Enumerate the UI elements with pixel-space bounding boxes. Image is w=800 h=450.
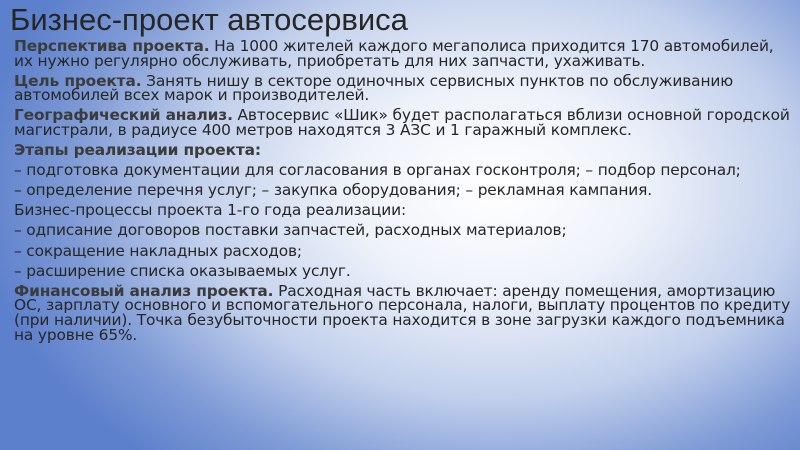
paragraph-geo-analysis [14, 108, 794, 137]
paragraph-heading: Перспектива проекта. [14, 37, 210, 55]
paragraph-process-contracts [14, 223, 794, 238]
paragraph-text: – сокращение накладных расходов; [14, 241, 302, 260]
slide-body [14, 39, 794, 342]
paragraph-heading: Цель проекта. [14, 71, 142, 90]
paragraph-goal [14, 71, 794, 105]
paragraph-text: – расширение списка оказываемых услуг. [14, 261, 351, 280]
paragraph-text: Автосервис «Шик» будет располагаться вблизи основной городской магистрали, в радиусе 400 метров находятся 3 АЗС и 1 гаражный комплекс. [14, 106, 790, 139]
paragraph-stages-heading [14, 143, 794, 158]
paragraph-text: Расходная часть включает: аренду помещения, амортизацию ОС, зарплату основного и вспомогательного персонала, налоги, выплату процентов по кредиту (при наличии). Точка безубыточности проекта находится в зоне загрузки каждого подъемника на уровне 65%. [14, 281, 791, 344]
paragraph-process-services [14, 261, 794, 280]
paragraph-heading: Финансовый анализ проекта. [14, 281, 274, 300]
paragraph-heading: Этапы реализации проекта: [14, 141, 261, 160]
paragraph-text: Бизнес-процессы проекта 1-го года реализации: [14, 201, 407, 220]
paragraph-text: – одписание договоров поставки запчастей, расходных материалов; [14, 221, 567, 240]
paragraph-perspective [14, 39, 794, 68]
paragraph-text: Занять нишу в секторе одиночных сервисных пунктов по обслуживанию автомобилей всех марок и производителей. [14, 71, 734, 105]
slide-title: Бизнес-проект автосервиса [10, 2, 408, 37]
paragraph-process-costs [14, 241, 794, 260]
paragraph-stage-services [14, 183, 794, 198]
paragraph-stage-docs [14, 163, 794, 178]
paragraph-text: – подготовка документации для согласования в органах госконтроля; – подбор персонал; [14, 161, 741, 180]
paragraph-text: На 1000 жителей каждого мегаполиса приходится 170 автомобилей, их нужно регулярно обслуживать, приобретать для них запчасти, ухаживать. [14, 37, 774, 70]
paragraph-heading: Географический анализ. [14, 106, 233, 125]
paragraph-processes-heading [14, 203, 794, 218]
paragraph-financial [14, 281, 794, 344]
paragraph-text: – определение перечня услуг; – закупка оборудования; – рекламная кампания. [14, 181, 652, 200]
